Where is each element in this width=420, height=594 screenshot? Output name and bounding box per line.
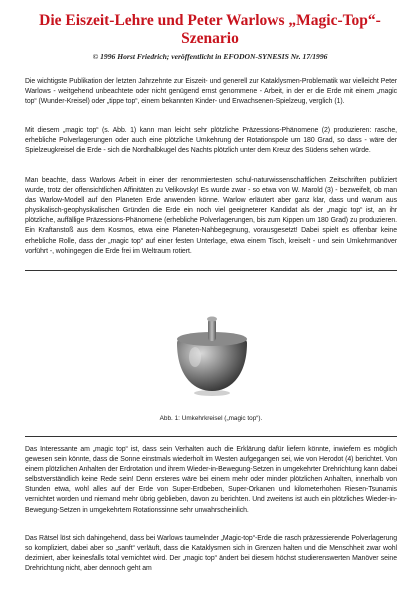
paragraph-2: Mit diesem „magic top“ (s. Abb. 1) kann man leicht sehr plötzliche Präzessions-Phänomene (2) produzieren: rasche, erhebliche Polverlagerungen oder auch eine plötzliche Umkehrung der Rotationspole um 180 Grad, so dass - wäre der Spielzeugkreisel die Erde - sich die Nordhalbkugel des Nachts plötzlich unter dem Kreuz des Südens sehen würde. (25, 127, 397, 155)
divider-top (25, 270, 397, 271)
byline: © 1996 Horst Friedrich; veröffentlicht in EFODON-SYNESIS Nr. 17/1996 (92, 52, 328, 61)
highlight (189, 347, 201, 367)
article-title: Die Eiszeit-Lehre und Peter Warlows „Magic-Top“-Szenario (39, 12, 381, 47)
stem-cap (207, 317, 217, 322)
paragraph-3: Man beachte, dass Warlows Arbeit in einer der renommiertesten schul-naturwissenschaftlichen Zeitschriften publiziert wurde, trotz der offensichtlichen Affinitäten zu Velikovsky! Es wurde zwar - so etwa von W. Marold (3) - bezweifelt, ob man das Warlow-Modell auf den Planeten Erde anwenden könne. Warlow erläutert aber ganz klar, dass und warum aus physikalisch-geophysikalischen Gründen die Erde ein noch viel geeigneterer Kandidat als der „magic top“ ist, an ihr plötzliche, auffällige Präzessions-Phänomene (erhebliche Polverlagerungen, bis zum Kippen um 180 Grad) zu produzieren. Ein Kraftanstoß aus dem Kosmos, etwa eine Planeten-Nahbegegnung, vorausgesetzt! Dabei spielt es offenbar keine erhebliche Rolle, dass der „magic top“ auf einer festen Unterlage, etwa einem Tisch, kreiselt - und sein Umkehrmanöver vorführt -, wohingegen die Erde frei im Weltraum rotiert. (25, 177, 397, 255)
divider-bottom (25, 436, 397, 437)
paragraph-1: Die wichtigste Publikation der letzten Jahrzehnte zur Eiszeit- und generell zur Kataklysmen-Problematik war vielleicht Peter Warlows - weitgehend unbeachtete oder nicht genügend ernst genommene - Arbeit, in der er die Erde mit einem „magic top“ (Wunder-Kreisel) oder „tippe top“, einem bekannten Kinder- und Erwachsenen-Spielzeug, verglich (1). (25, 78, 397, 106)
magic-top-photo (165, 305, 260, 400)
paragraph-5: Das Rätsel löst sich dahingehend, dass bei Warlows taumelnder „Magic-top“-Erde die rasch präzessierende Polverlagerung so kompliziert, dabei aber so „sanft“ verläuft, dass die Kataklysmen sich in Grenzen halten und die Menschheit zwar wohl dezimiert, aber keinesfalls total vernichtet wird. Der „magic top“ ändert bei diesem höchst studierenswerten Manöver seine Drehrichtung nicht, aber dennoch geht am (25, 535, 397, 573)
paragraph-4: Das Interessante am „magic top“ ist, dass sein Verhalten auch die Erklärung dafür liefern könnte, inwiefern es möglich gewesen sein könnte, dass die Sonne einstmals wiederholt im Westen aufgegangen sei, wie von Herodot (4) berichtet. Von einem plötzlichen Anhalten der Erdrotation und ihrem Wieder-in-Bewegung-Setzen in umgekehrter Drehrichtung kann dabei selbstverständlich keine Rede sein! Denn ersteres wäre bei einem mehr oder minder plötzlichen Anhalten, innerhalb von Stunden etwa, wohl alles auf der Erde von Super-Erdbeben, Super-Orkanen und kilometerhohen Riesen-Tsunamis vernichtet worden und niemand mehr übrig geblieben, davon zu berichten. Und zweitens ist auch ein plötzliches Wieder-in-Bewegung-Setzen in umgekehrtem Rotationssinne sehr unwahrscheinlich. (25, 446, 397, 514)
figure-caption: Abb. 1: Umkehrkreisel („magic top“). (159, 415, 263, 422)
top-stem (208, 319, 216, 341)
